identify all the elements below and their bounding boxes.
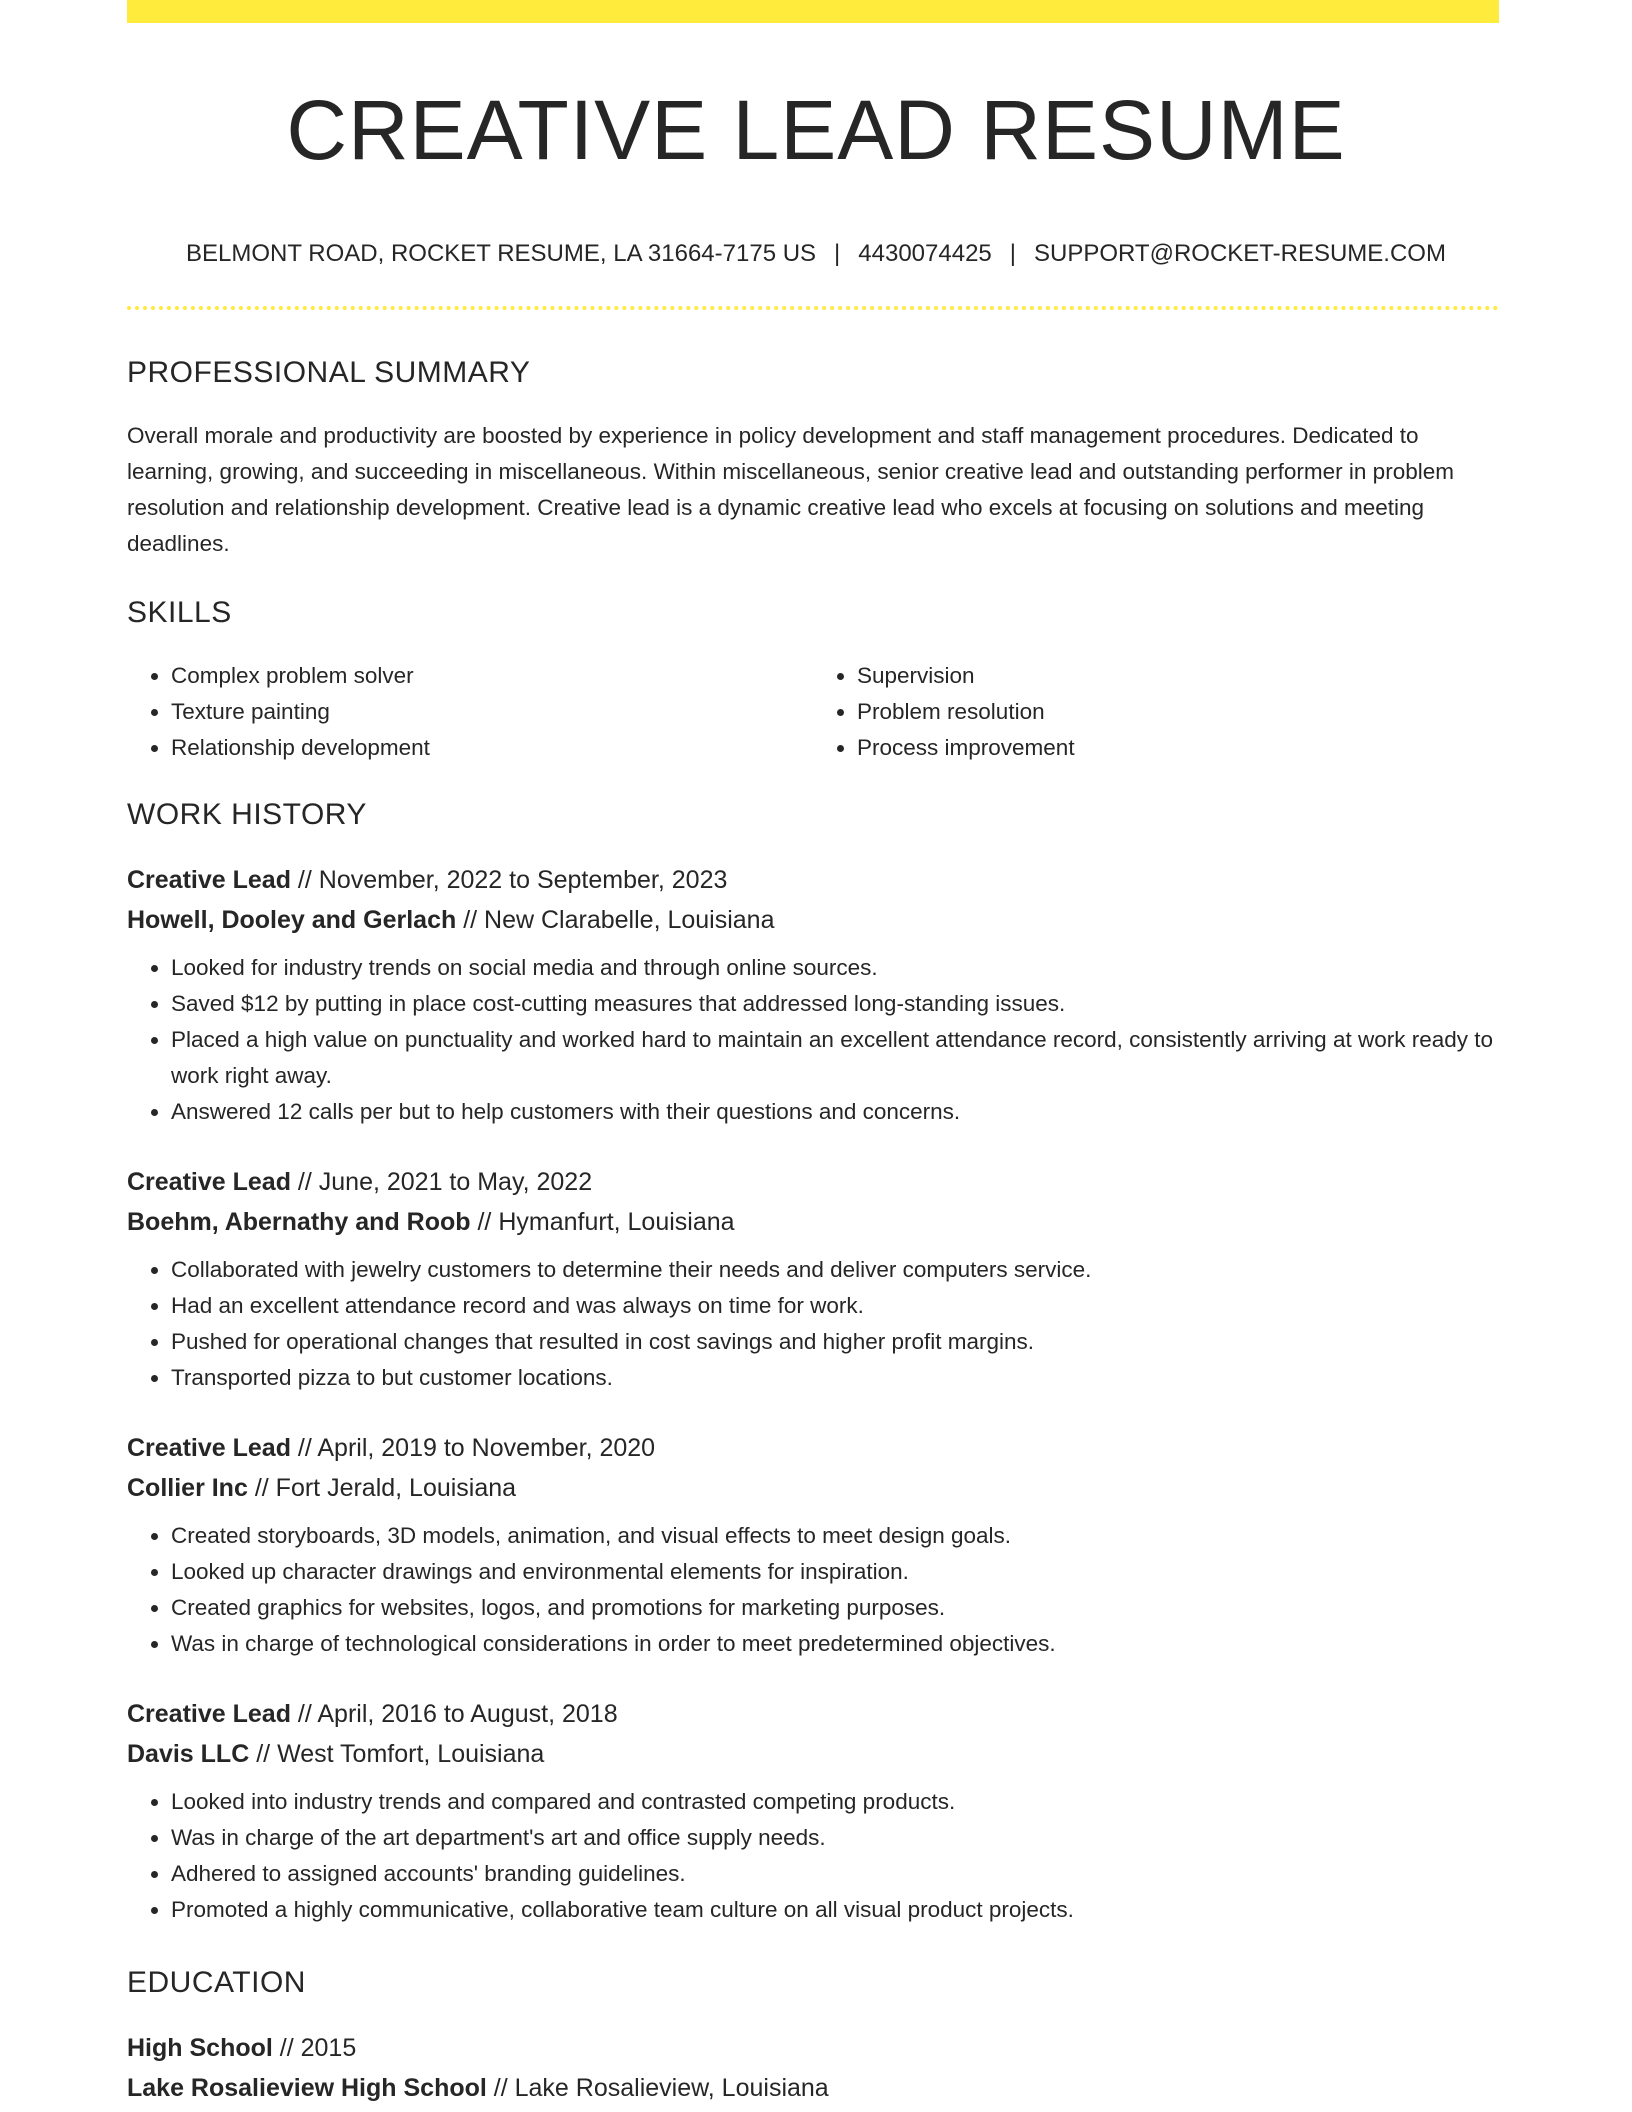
education-degree: High School — [127, 2034, 273, 2062]
separator: // — [456, 906, 485, 934]
job-bullets — [127, 1518, 1499, 1662]
job-bullet: • Placed a high value on punctuality and worked hard to maintain an excellent attendance record, consistently arriving at work ready to work right away. — [171, 1022, 1499, 1094]
contact-phone: 4430074425 — [858, 240, 992, 267]
job-entry — [127, 1694, 1499, 1928]
job-title: Creative Lead — [127, 866, 291, 894]
job-bullet: • Transported pizza to but customer locations. — [171, 1360, 1499, 1396]
contact-separator: | — [1009, 240, 1016, 267]
job-bullet: • Created graphics for websites, logos, and promotions for marketing purposes. — [171, 1590, 1499, 1626]
job-company-line — [127, 1734, 1499, 1774]
skill-item: • Supervision — [857, 658, 1499, 694]
job-location: Hymanfurt, Louisiana — [498, 1208, 735, 1236]
job-title-line — [127, 1162, 1499, 1202]
job-bullets — [127, 1252, 1499, 1396]
education-school: Lake Rosalieview High School — [127, 2074, 487, 2102]
job-dates: June, 2021 to May, 2022 — [318, 1168, 593, 1196]
job-title-line — [127, 860, 1499, 900]
job-dates: April, 2019 to November, 2020 — [317, 1434, 656, 1462]
job-bullet: • Looked into industry trends and compared and contrasted competing products. — [171, 1784, 1499, 1820]
job-bullet: • Was in charge of the art department's art and office supply needs. — [171, 1820, 1499, 1856]
contact-address: BELMONT ROAD, ROCKET RESUME, LA 31664-7175 US — [186, 240, 817, 267]
job-company: Davis LLC — [127, 1740, 250, 1768]
education-degree-line — [127, 2028, 1499, 2068]
top-accent-bar — [127, 0, 1499, 23]
education-heading: EDUCATION — [127, 1966, 306, 1999]
education-year: 2015 — [300, 2034, 357, 2062]
skill-item: • Problem resolution — [857, 694, 1499, 730]
job-dates: April, 2016 to August, 2018 — [317, 1700, 618, 1728]
job-dates: November, 2022 to September, 2023 — [318, 866, 728, 894]
job-bullet: • Pushed for operational changes that resulted in cost savings and higher profit margins. — [171, 1324, 1499, 1360]
separator: // — [290, 866, 319, 894]
job-entry — [127, 1428, 1499, 1662]
job-bullet: • Answered 12 calls per but to help customers with their questions and concerns. — [171, 1094, 1499, 1130]
separator: // — [290, 1700, 318, 1728]
summary-text: Overall morale and productivity are boosted by experience in policy development and staff management procedures. Dedicated to learning, growing, and succeeding in miscellaneous. Within miscellaneous, senior creative lead and outstanding performer in problem resolution and relationship development. Creative lead is a dynamic creative lead who excels at focusing on solutions and meeting deadlines. — [127, 423, 1454, 556]
skills-heading: SKILLS — [127, 596, 232, 629]
work-history-heading: WORK HISTORY — [127, 798, 367, 831]
skills-column-left — [127, 658, 813, 766]
job-bullet: • Had an excellent attendance record and was always on time for work. — [171, 1288, 1499, 1324]
separator: // — [470, 1208, 499, 1236]
separator: // — [272, 2034, 301, 2062]
job-entry — [127, 1162, 1499, 1396]
dotted-divider — [127, 306, 1499, 310]
education-location: Lake Rosalieview, Louisiana — [514, 2074, 829, 2102]
job-title: Creative Lead — [127, 1434, 291, 1462]
job-company: Boehm, Abernathy and Roob — [127, 1208, 471, 1236]
job-bullet: • Looked up character drawings and environmental elements for inspiration. — [171, 1554, 1499, 1590]
separator: // — [249, 1740, 278, 1768]
separator: // — [486, 2074, 515, 2102]
skills-column-right — [813, 658, 1499, 766]
separator: // — [247, 1474, 276, 1502]
skills-list — [127, 658, 1499, 766]
skill-item: • Texture painting — [171, 694, 813, 730]
job-company: Howell, Dooley and Gerlach — [127, 906, 457, 934]
contact-line — [0, 236, 1632, 272]
job-bullet: • Created storyboards, 3D models, animation, and visual effects to meet design goals. — [171, 1518, 1499, 1554]
job-location: West Tomfort, Louisiana — [277, 1740, 545, 1768]
skill-item: • Relationship development — [171, 730, 813, 766]
skill-item: • Complex problem solver — [171, 658, 813, 694]
job-bullets — [127, 950, 1499, 1130]
separator: // — [290, 1168, 319, 1196]
job-title-line — [127, 1694, 1499, 1734]
job-bullets — [127, 1784, 1499, 1928]
contact-email: SUPPORT@ROCKET-RESUME.COM — [1034, 240, 1446, 267]
skill-item: • Process improvement — [857, 730, 1499, 766]
contact-separator: | — [834, 240, 841, 267]
job-company-line — [127, 900, 1499, 940]
job-bullet: • Collaborated with jewelry customers to determine their needs and deliver computers service. — [171, 1252, 1499, 1288]
summary-heading: PROFESSIONAL SUMMARY — [127, 356, 531, 389]
job-entry — [127, 860, 1499, 1130]
job-bullet: • Adhered to assigned accounts' branding guidelines. — [171, 1856, 1499, 1892]
job-title: Creative Lead — [127, 1168, 291, 1196]
job-bullet: • Promoted a highly communicative, collaborative team culture on all visual product projects. — [171, 1892, 1499, 1928]
job-bullet: • Saved $12 by putting in place cost-cutting measures that addressed long-standing issues. — [171, 986, 1499, 1022]
separator: // — [290, 1434, 318, 1462]
job-location: New Clarabelle, Louisiana — [484, 906, 775, 934]
resume-title: CREATIVE LEAD RESUME — [286, 83, 1346, 177]
resume-content — [127, 350, 1499, 2108]
job-title-line — [127, 1428, 1499, 1468]
job-title: Creative Lead — [127, 1700, 291, 1728]
job-bullet: • Looked for industry trends on social media and through online sources. — [171, 950, 1499, 986]
job-bullet: • Was in charge of technological considerations in order to meet predetermined objectives. — [171, 1626, 1499, 1662]
job-location: Fort Jerald, Louisiana — [275, 1474, 517, 1502]
job-company-line — [127, 1202, 1499, 1242]
job-company: Collier Inc — [127, 1474, 248, 1502]
job-company-line — [127, 1468, 1499, 1508]
education-school-line — [127, 2068, 1499, 2108]
